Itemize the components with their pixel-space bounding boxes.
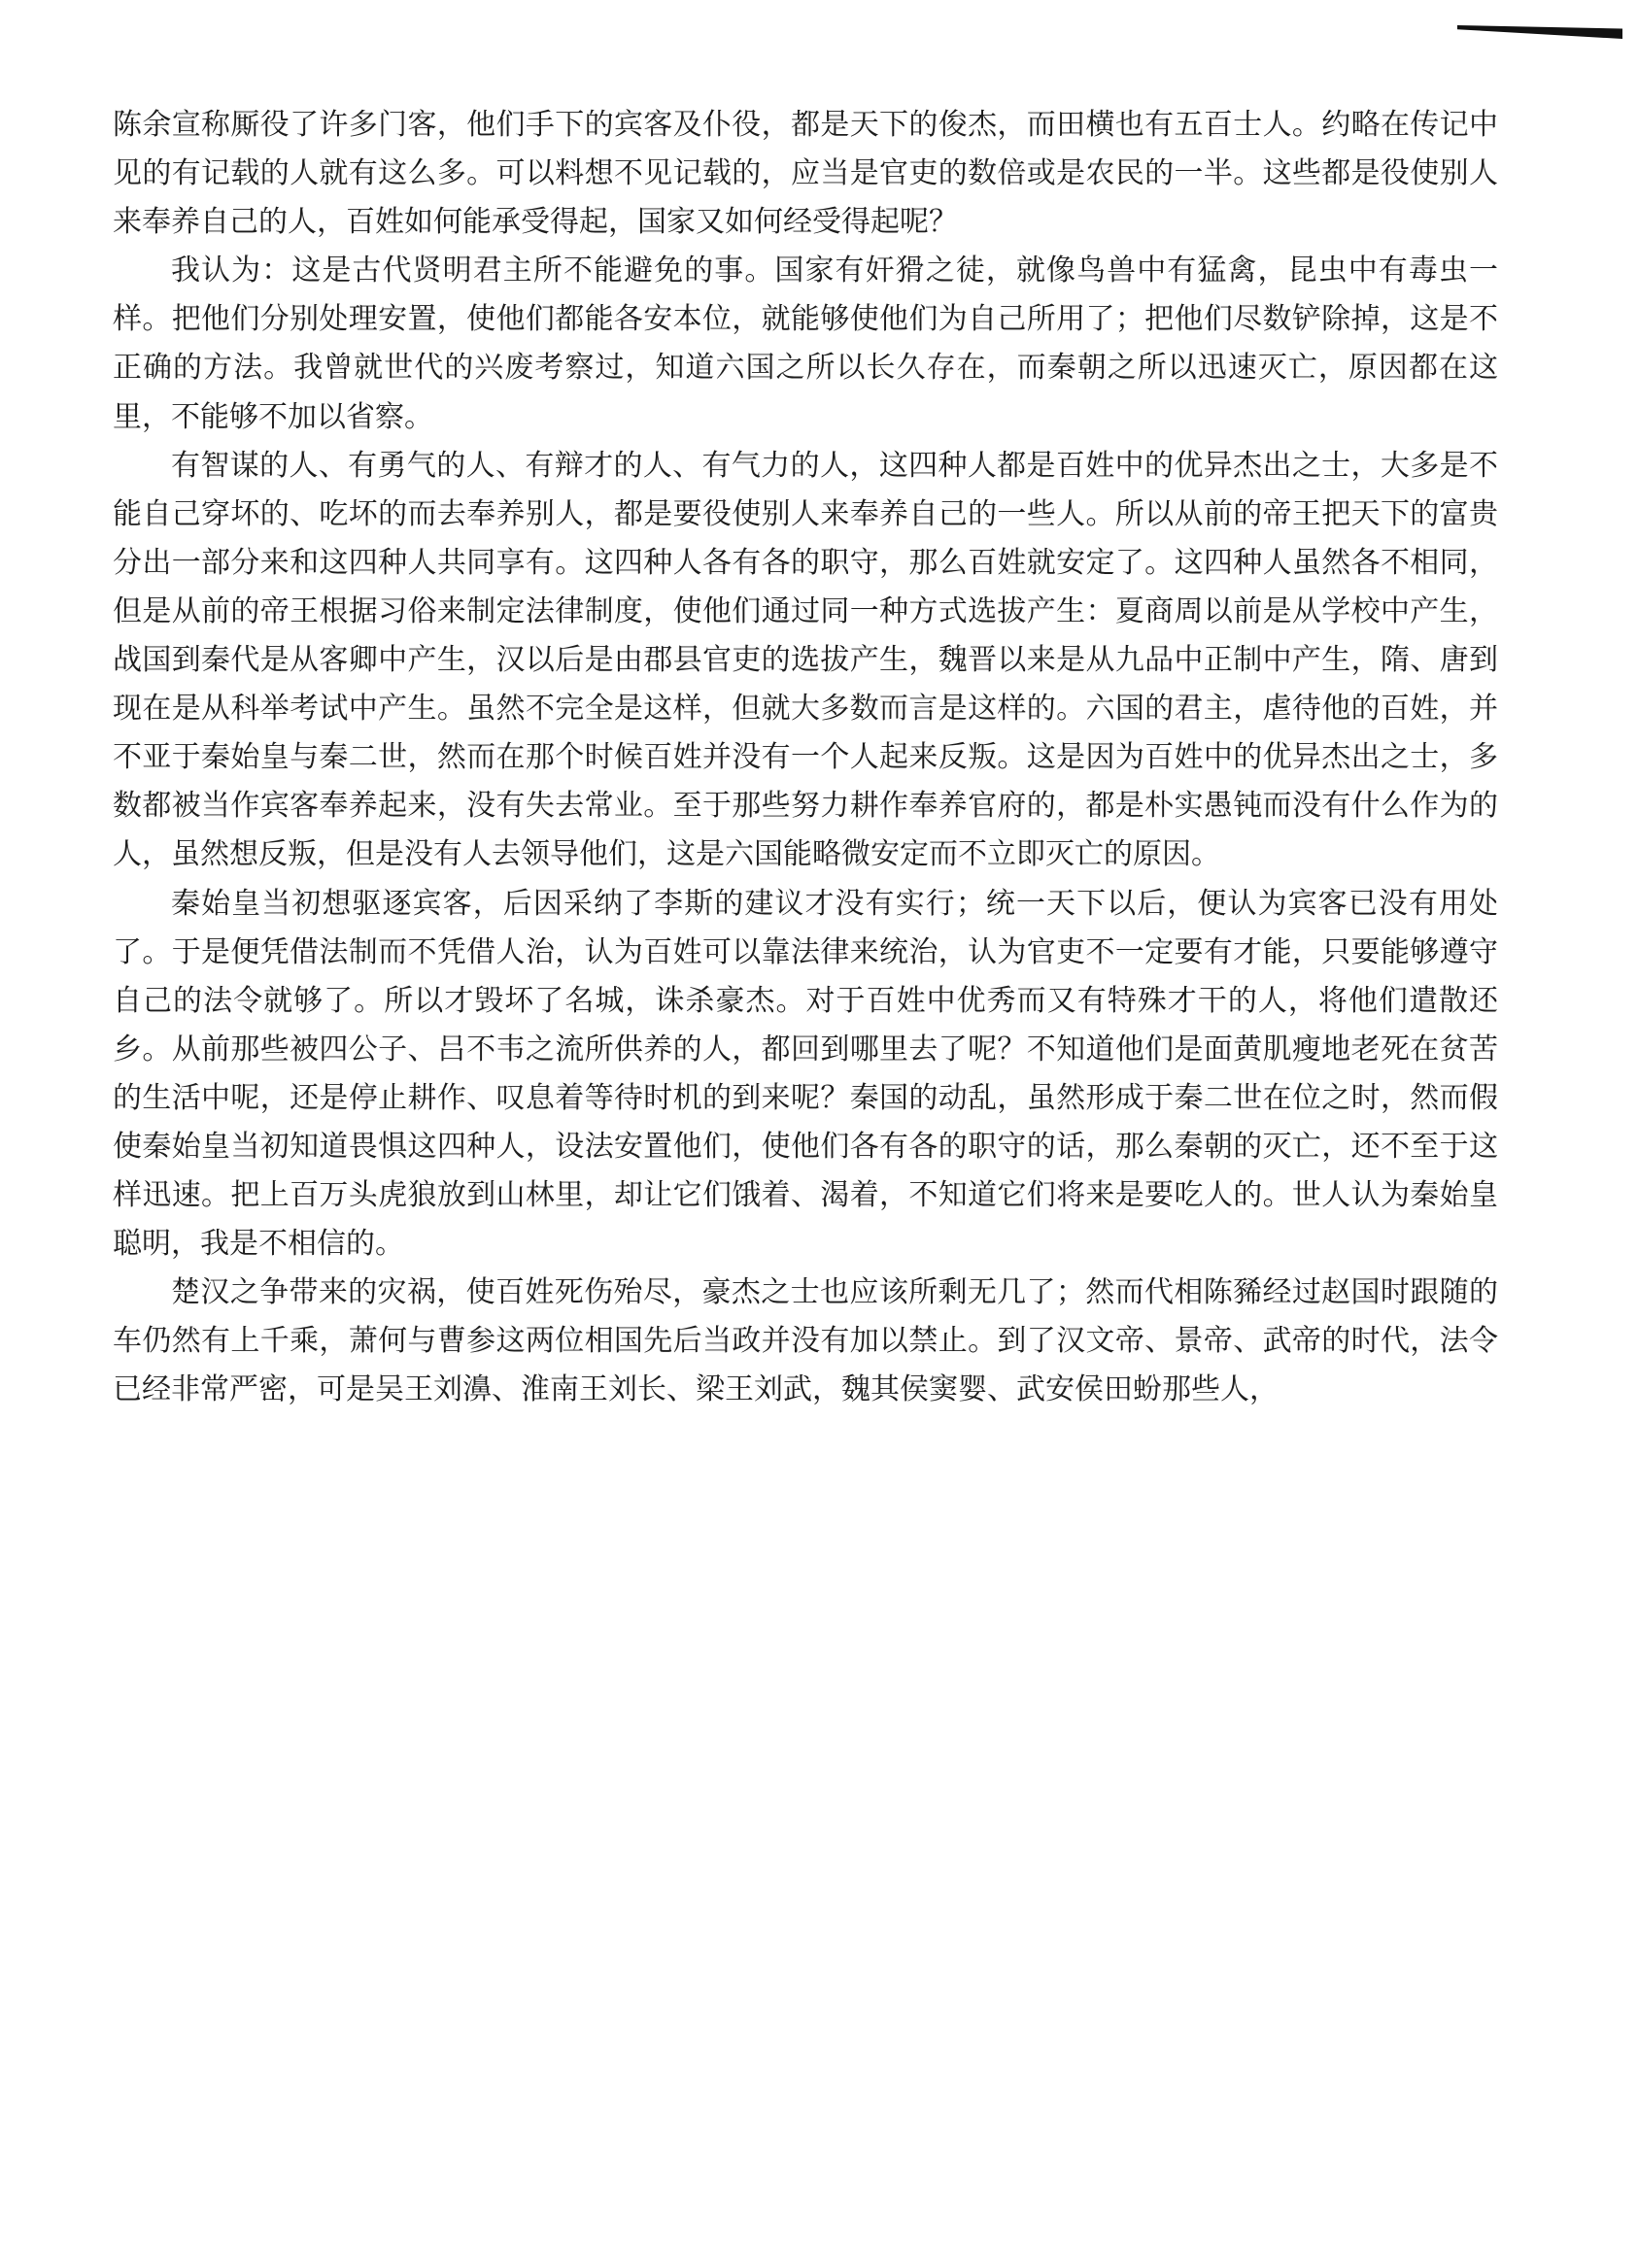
paragraph: 有智谋的人、有勇气的人、有辩才的人、有气力的人，这四种人都是百姓中的优异杰出之士，大多是不能自己穿坏的、吃坏的而去奉养别人，都是要役使别人来奉养自己的一些人。所以从前的帝王把天下的富贵分出一部分来和这四种人共同享有。这四种人各有各的职守，那么百姓就安定了。这四种人虽然各不相同，但是从前的帝王根据习俗来制定法律制度，使他们通过同一种方式选拔产生：夏商周以前是从学校中产生，战国到秦代是从客卿中产生，汉以后是由郡县官吏的选拔产生，魏晋以来是从九品中正制中产生，隋、唐到现在是从科举考试中产生。虽然不完全是这样，但就大多数而言是这样的。六国的君主，虐待他的百姓，并不亚于秦始皇与秦二世，然而在那个时候百姓并没有一个人起来反叛。这是因为百姓中的优异杰出之士，多数都被当作宾客奉养起来，没有失去常业。至于那些努力耕作奉养官府的，都是朴实愚钝而没有什么作为的人，虽然想反叛，但是没有人去领导他们，这是六国能略微安定而不立即灭亡的原因。: [113, 448, 1498, 872]
corner-bar-mark: [1457, 25, 1622, 39]
document-page: [113, 101, 1498, 1415]
paragraph: 秦始皇当初想驱逐宾客，后因采纳了李斯的建议才没有实行；统一天下以后，便认为宾客已没有用处了。于是便凭借法制而不凭借人治，认为百姓可以靠法律来统治，认为官吏不一定要有才能，只要能够遵守自己的法令就够了。所以才毁坏了名城，诛杀豪杰。对于百姓中优秀而又有特殊才干的人，将他们遣散还乡。从前那些被四公子、吕不韦之流所供养的人，都回到哪里去了呢？不知道他们是面黄肌瘦地老死在贫苦的生活中呢，还是停止耕作、叹息着等待时机的到来呢？秦国的动乱，虽然形成于秦二世在位之时，然而假使秦始皇当初知道畏惧这四种人，设法安置他们，使他们各有各的职守的话，那么秦朝的灭亡，还不至于这样迅速。把上百万头虎狼放到山林里，却让它们饿着、渴着，不知道它们将来是要吃人的。世人认为秦始皇聪明，我是不相信的。: [113, 886, 1498, 1262]
paragraph: 楚汉之争带来的灾祸，使百姓死伤殆尽，豪杰之士也应该所剩无几了；然而代相陈豨经过赵国时跟随的车仍然有上千乘，萧何与曹参这两位相国先后当政并没有加以禁止。到了汉文帝、景帝、武帝的时代，法令已经非常严密，可是吴王刘濞、淮南王刘长、梁王刘武，魏其侯窦婴、武安侯田蚡那些人，: [113, 1275, 1498, 1407]
paragraph: 我认为：这是古代贤明君主所不能避免的事。国家有奸猾之徒，就像鸟兽中有猛禽，昆虫中有毒虫一样。把他们分别处理安置，使他们都能各安本位，就能够使他们为自己所用了；把他们尽数铲除掉，这是不正确的方法。我曾就世代的兴废考察过，知道六国之所以长久存在，而秦朝之所以迅速灭亡，原因都在这里，不能够不加以省察。: [113, 254, 1498, 434]
paragraph: 陈余宣称厮役了许多门客，他们手下的宾客及仆役，都是天下的俊杰，而田横也有五百士人。约略在传记中见的有记载的人就有这么多。可以料想不见记载的，应当是官吏的数倍或是农民的一半。这些都是役使别人来奉养自己的人，百姓如何能承受得起，国家又如何经受得起呢？: [113, 108, 1498, 240]
